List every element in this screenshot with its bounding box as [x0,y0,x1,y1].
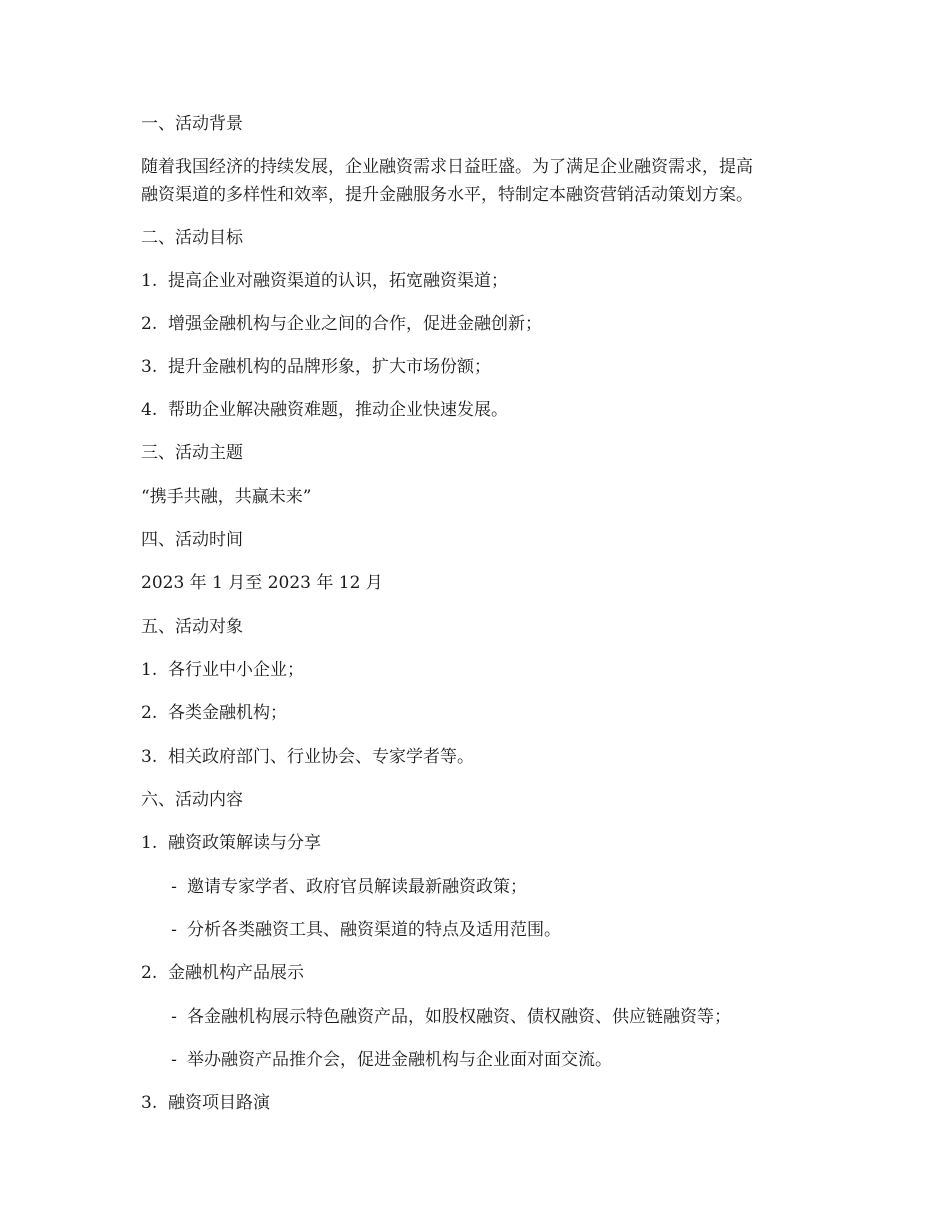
list-number: 3. [141,357,158,377]
list-item [141,398,508,422]
list-item [141,355,491,379]
section-heading-goals: 二、活动目标 [141,228,243,248]
theme-slogan: “携手共融，共赢未来” [141,487,312,507]
list-number: 2. [141,703,158,723]
list-number: 2. [141,963,158,983]
list-item-text: 融资项目路演 [168,1093,270,1113]
section-heading-audience: 五、活动对象 [141,617,243,637]
list-item [141,961,304,985]
list-item-text: 相关政府部门、行业协会、专家学者等。 [168,747,474,767]
sub-list-item [161,918,561,942]
list-number: 4. [141,400,158,420]
list-item [141,745,474,769]
sub-list-item [161,1048,612,1072]
sub-item-text: 邀请专家学者、政府官员解读最新融资政策； [187,877,527,897]
list-item [141,831,321,855]
activity-period: 2023 年 1 月至 2023 年 12 月 [141,573,383,593]
paragraph-line: 随着我国经济的持续发展，企业融资需求日益旺盛。为了满足企业融资需求，提高 [141,157,753,177]
list-number: 3. [141,747,158,767]
list-item-text: 金融机构产品展示 [168,963,304,983]
sub-item-text: 各金融机构展示特色融资产品，如股权融资、债权融资、供应链融资等； [187,1007,731,1027]
list-number: 3. [141,1093,158,1113]
section-heading-theme: 三、活动主题 [141,443,243,463]
section-heading-time: 四、活动时间 [141,530,243,550]
list-item [141,658,304,682]
dash-marker: - [171,1050,177,1070]
list-item-text: 增强金融机构与企业之间的合作，促进金融创新； [168,314,542,334]
list-item [141,1091,270,1115]
list-number: 1. [141,660,158,680]
list-item-text: 帮助企业解决融资难题，推动企业快速发展。 [168,400,508,420]
dash-marker: - [171,1007,177,1027]
list-item-text: 融资政策解读与分享 [168,833,321,853]
list-number: 1. [141,271,158,291]
dash-marker: - [171,920,177,940]
list-item-text: 提升金融机构的品牌形象，扩大市场份额； [168,357,491,377]
dash-marker: - [171,877,177,897]
list-item [141,269,508,293]
sub-item-text: 分析各类融资工具、融资渠道的特点及适用范围。 [187,920,561,940]
list-item [141,701,287,725]
section-heading-background: 一、活动背景 [141,114,243,134]
sub-list-item [161,1005,731,1029]
list-item-text: 各行业中小企业； [168,660,304,680]
sub-list-item [161,875,527,899]
sub-item-text: 举办融资产品推介会，促进金融机构与企业面对面交流。 [187,1050,612,1070]
list-number: 1. [141,833,158,853]
paragraph-line: 融资渠道的多样性和效率，提升金融服务水平，特制定本融资营销活动策划方案。 [141,185,753,205]
list-number: 2. [141,314,158,334]
list-item-text: 提高企业对融资渠道的认识，拓宽融资渠道； [168,271,508,291]
section-heading-content: 六、活动内容 [141,790,243,810]
list-item [141,312,542,336]
list-item-text: 各类金融机构； [168,703,287,723]
